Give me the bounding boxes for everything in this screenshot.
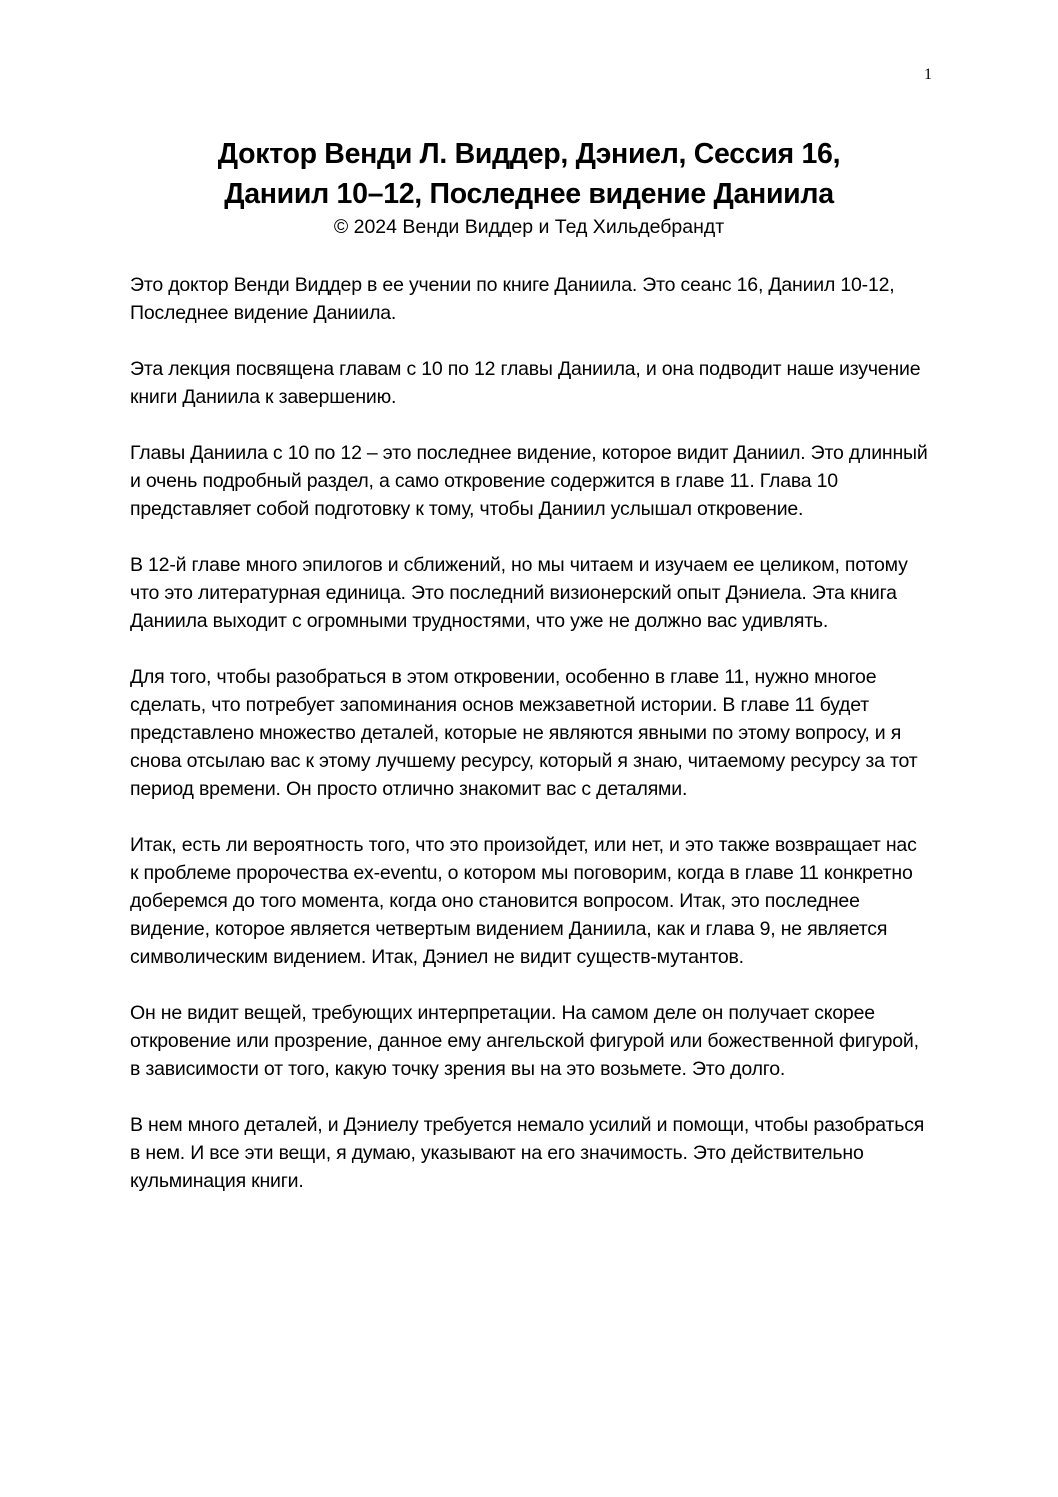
- copyright-notice: © 2024 Венди Виддер и Тед Хильдебрандт: [333, 216, 725, 238]
- paragraph: В 12-й главе много эпилогов и сближений, но мы читаем и изучаем ее целиком, потому что это литературная единица. Это последний визионерский опыт Дэниела. Эта книга Даниила выходит с огромными трудностями, что уже не должно вас удивлять.: [130, 554, 908, 632]
- paragraph: Эта лекция посвящена главам с 10 по 12 главы Даниила, и она подводит наше изучение книги Даниила к завершению.: [130, 358, 921, 408]
- paragraph: Итак, есть ли вероятность того, что это произойдет, или нет, и это также возвращает нас к проблеме пророчества ex-eventu, о котором мы поговорим, когда в главе 11 конкретно доберемся до того момента, когда оно становится вопросом. Итак, это последнее видение, которое является четвертым видением Даниила, как и глава 9, не является символическим видением. Итак, Дэниел не видит существ-мутантов.: [130, 834, 917, 968]
- paragraph: В нем много деталей, и Дэниелу требуется немало усилий и помощи, чтобы разобраться в нем. И все эти вещи, я думаю, указывают на его значимость. Это действительно кульминация книги.: [130, 1114, 925, 1192]
- document-title-line-2: Даниил 10–12, Последнее видение Даниила: [224, 178, 834, 210]
- page-number: 1: [924, 66, 932, 83]
- paragraph: Для того, чтобы разобраться в этом откровении, особенно в главе 11, нужно многое сделать, что потребует запоминания основ межзаветной истории. В главе 11 будет представлено множество деталей, которые не являются явными по этому вопросу, и я снова отсылаю вас к этому лучшему ресурсу, который я знаю, читаемому ресурсу за тот период времени. Он просто отлично знакомит вас с деталями.: [130, 666, 918, 800]
- document-header: [60, 134, 998, 240]
- paragraph: Главы Даниила с 10 по 12 – это последнее видение, которое видит Даниил. Это длинный и очень подробный раздел, а само откровение содержится в главе 11. Глава 10 представляет собой подготовку к тому, чтобы Даниил услышал откровение.: [130, 442, 928, 520]
- document-body: [130, 271, 930, 1223]
- document-title-line-1: Доктор Венди Л. Виддер, Дэниел, Сессия 16,: [217, 138, 841, 170]
- paragraph: Он не видит вещей, требующих интерпретации. На самом деле он получает скорее откровение или прозрение, данное ему ангельской фигурой или божественной фигурой, в зависимости от того, какую точку зрения вы на это возьмете. Это долго.: [130, 1002, 919, 1080]
- paragraph: Это доктор Венди Виддер в ее учении по книге Даниила. Это сеанс 16, Даниил 10-12, Последнее видение Даниила.: [130, 274, 895, 324]
